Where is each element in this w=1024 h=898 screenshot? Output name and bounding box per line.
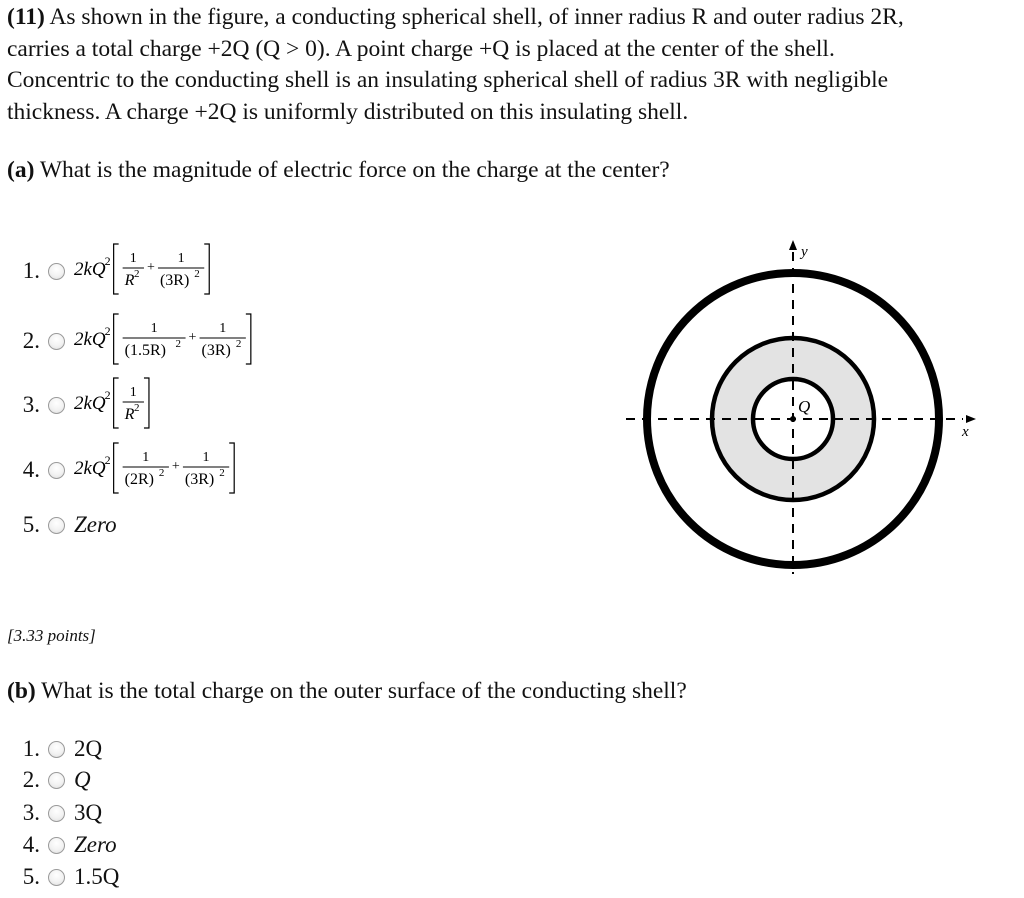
fraction-denominator: (1.5R) xyxy=(124,341,166,359)
radio-button[interactable] xyxy=(48,772,65,789)
fraction-denominator-exponent: 2 xyxy=(133,401,140,414)
formula xyxy=(74,310,254,373)
radio-button[interactable] xyxy=(48,837,65,854)
choice-number: 1. xyxy=(22,258,40,283)
question-a-text: What is the magnitude of electric force on the charge at the center? xyxy=(34,157,670,183)
choice-number: 4. xyxy=(22,457,40,482)
radio-button[interactable] xyxy=(48,397,65,414)
formula-plus: + xyxy=(188,329,197,345)
fraction-denominator: (3R) xyxy=(201,341,231,359)
choice-text: 1.5Q xyxy=(74,864,120,889)
choice-a-3[interactable] xyxy=(0,384,152,423)
fraction-numerator: 1 xyxy=(177,250,185,266)
formula xyxy=(74,240,213,303)
radio-button[interactable] xyxy=(48,741,65,758)
formula xyxy=(74,374,152,437)
choice-number: 2. xyxy=(22,328,40,353)
x-axis-label: x xyxy=(962,424,969,440)
formula-exponent: 2 xyxy=(104,323,111,338)
choice-number: 1. xyxy=(22,736,40,761)
formula-svg xyxy=(74,310,254,368)
question-b-label: (b) xyxy=(7,678,36,704)
problem-number: (11) xyxy=(7,4,45,30)
fraction-denominator: R xyxy=(124,405,135,423)
x-axis-arrow xyxy=(966,415,976,423)
formula-svg xyxy=(74,374,152,432)
formula-plus: + xyxy=(171,458,180,474)
choice-a-5[interactable] xyxy=(0,509,117,541)
choice-text: 2Q xyxy=(74,736,103,761)
choice-a-2[interactable] xyxy=(0,320,254,359)
problem-line-4: thickness. A charge +2Q is uniformly distributed on this insulating shell. xyxy=(7,98,689,125)
fraction-denominator: (3R) xyxy=(184,470,215,488)
formula-exponent: 2 xyxy=(104,253,111,268)
formula-exponent: 2 xyxy=(104,452,111,467)
left-bracket xyxy=(114,314,119,364)
choice-a-4[interactable] xyxy=(0,449,238,488)
right-bracket xyxy=(229,443,234,493)
fraction-denominator-exponent: 2 xyxy=(158,466,165,479)
formula-svg xyxy=(74,439,238,497)
left-bracket xyxy=(114,378,119,428)
choice-number: 3. xyxy=(22,392,40,417)
right-bracket xyxy=(204,244,209,294)
question-a-label: (a) xyxy=(7,157,35,183)
fraction-denominator: (2R) xyxy=(124,470,154,488)
right-bracket xyxy=(246,314,251,364)
y-axis-arrow xyxy=(789,240,797,250)
radio-button[interactable] xyxy=(48,869,65,886)
center-charge-label: Q xyxy=(798,397,811,416)
choice-text: Zero xyxy=(74,832,117,857)
fraction-denominator: (3R) xyxy=(159,271,190,289)
fraction-denominator-exponent: 2 xyxy=(133,267,140,280)
radio-button[interactable] xyxy=(48,263,65,280)
fraction-denominator: R xyxy=(124,271,135,289)
problem-line-3: Concentric to the conducting shell is an insulating spherical shell of radius 3R with negligible xyxy=(7,67,889,93)
problem-statement xyxy=(7,2,1017,128)
fraction-numerator: 1 xyxy=(129,384,137,400)
fraction-numerator: 1 xyxy=(150,320,158,336)
choice-text: Zero xyxy=(74,512,117,537)
formula-coefficient: 2kQ xyxy=(74,328,106,350)
radio-button[interactable] xyxy=(48,462,65,479)
choice-number: 5. xyxy=(22,864,40,889)
radio-button[interactable] xyxy=(48,805,65,822)
question-a xyxy=(7,155,670,185)
radio-button[interactable] xyxy=(48,517,65,534)
formula-coefficient: 2kQ xyxy=(74,457,106,479)
formula-coefficient: 2kQ xyxy=(74,258,106,280)
fraction-denominator-exponent: 2 xyxy=(175,337,182,350)
fraction-numerator: 1 xyxy=(219,320,227,336)
formula-coefficient: 2kQ xyxy=(74,392,106,414)
formula xyxy=(74,439,238,502)
left-bracket xyxy=(114,443,119,493)
right-bracket xyxy=(144,378,149,428)
fraction-denominator-exponent: 2 xyxy=(219,466,225,479)
fraction-denominator-exponent: 2 xyxy=(235,337,242,350)
choice-text: 3Q xyxy=(74,800,103,825)
fraction-numerator: 1 xyxy=(129,250,137,266)
choice-number: 3. xyxy=(22,800,40,825)
choice-a-1[interactable] xyxy=(0,250,213,289)
choice-number: 2. xyxy=(22,767,40,792)
concentric-shells-figure xyxy=(618,236,978,576)
choice-b-2[interactable] xyxy=(0,764,91,796)
question-b xyxy=(7,676,687,706)
formula-exponent: 2 xyxy=(104,387,111,402)
left-bracket xyxy=(114,244,119,294)
formula-svg xyxy=(74,240,213,298)
problem-line-2: carries a total charge +2Q (Q > 0). A point charge +Q is placed at the center of the shell. xyxy=(7,35,835,62)
fraction-numerator: 1 xyxy=(142,449,150,465)
choice-number: 5. xyxy=(22,512,40,537)
problem-line-1: (11) As shown in the figure, a conducting spherical shell, of inner radius R and outer radius 2R, xyxy=(7,4,904,30)
formula-plus: + xyxy=(146,259,155,275)
points-label: [3.33 points] xyxy=(7,626,96,645)
choice-number: 4. xyxy=(22,832,40,857)
fraction-numerator: 1 xyxy=(202,449,210,465)
y-axis-label: y xyxy=(801,244,808,260)
choice-b-1[interactable] xyxy=(0,733,102,765)
choice-b-5[interactable] xyxy=(0,861,119,893)
choice-b-3[interactable] xyxy=(0,797,102,829)
question-b-text: What is the total charge on the outer surface of the conducting shell? xyxy=(35,678,687,704)
choice-text: Q xyxy=(74,767,91,792)
fraction-denominator-exponent: 2 xyxy=(194,267,200,280)
choice-b-4[interactable] xyxy=(0,829,117,861)
radio-button[interactable] xyxy=(48,333,65,350)
center-charge-dot xyxy=(790,416,796,422)
